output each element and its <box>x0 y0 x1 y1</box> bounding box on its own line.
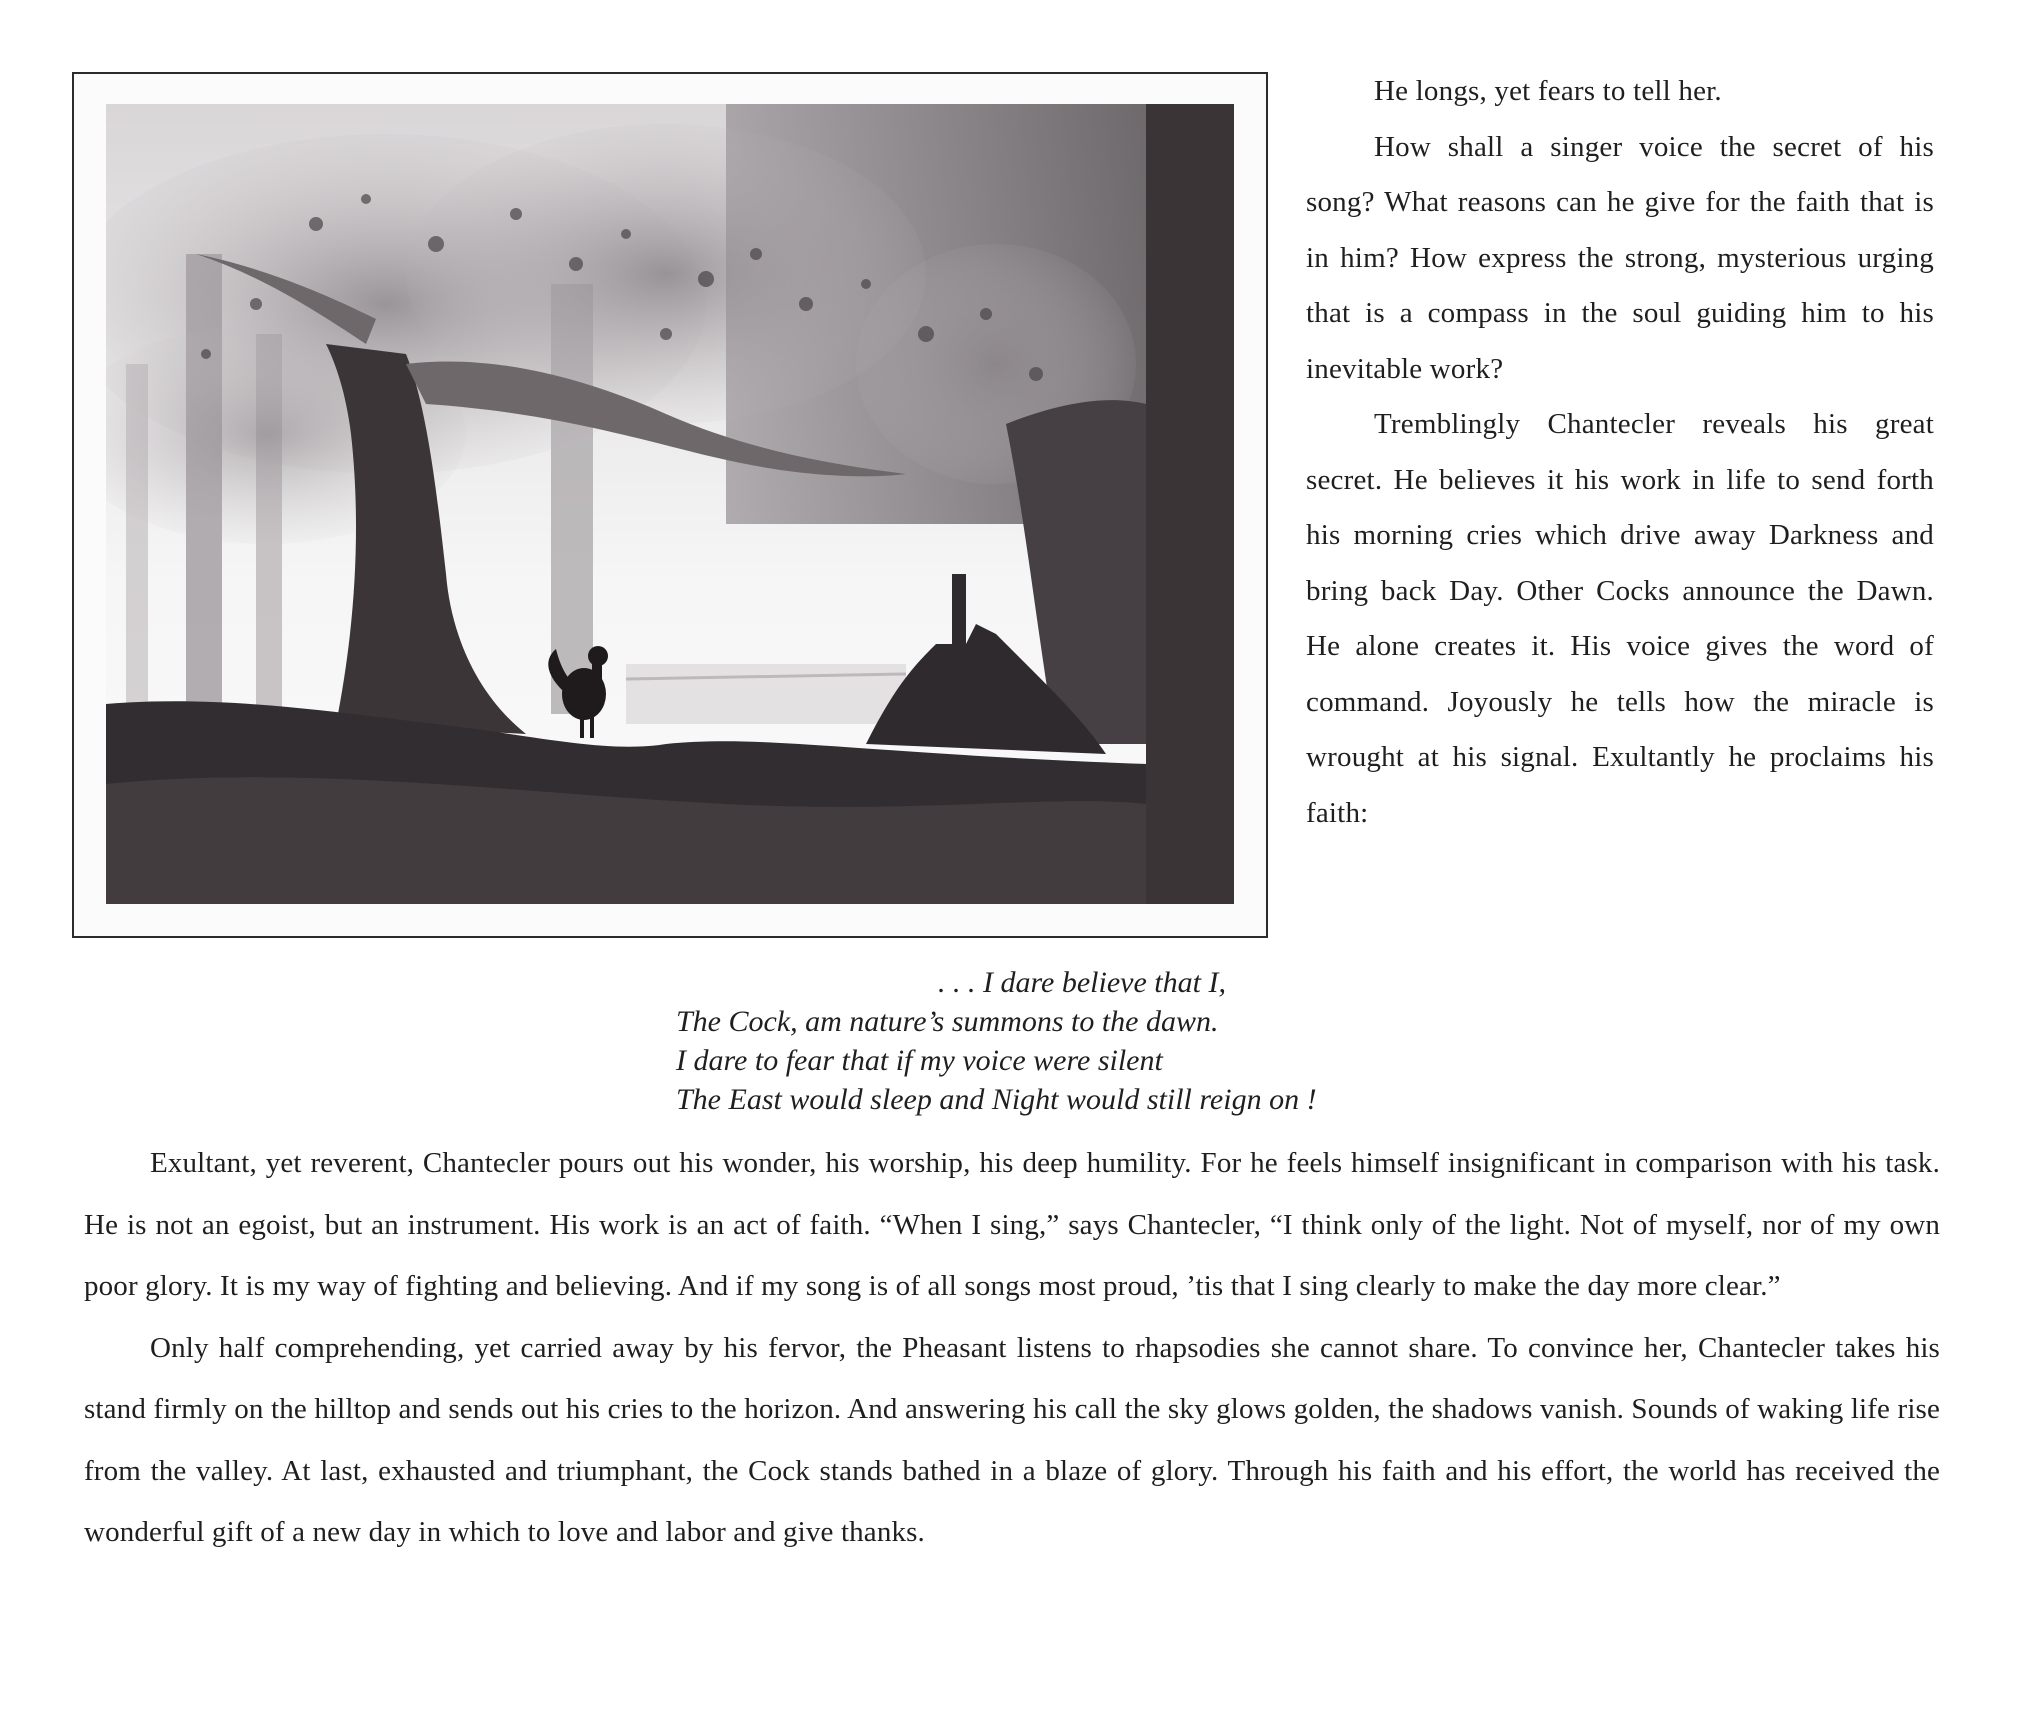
right-column-text <box>1306 64 1934 841</box>
verse-line-3: I dare to fear that if my voice were silent <box>676 1044 1163 1077</box>
verse-line-4: The East would sleep and Night would still reign on ! <box>676 1083 1317 1116</box>
forest-rooster-illustration <box>106 104 1234 904</box>
verse-line-2: The Cock, am nature’s summons to the dawn. <box>676 1005 1219 1038</box>
paragraph-1: He longs, yet fears to tell her. <box>1374 75 1722 107</box>
paragraph-2: How shall a singer voice the secret of his song? What reasons can he give for the faith that is in him? How express the strong, mysterious urging that is a compass in the soul guiding him to his inevitable work? <box>1306 130 1934 385</box>
paragraph-4: Exultant, yet reverent, Chantecler pours out his wonder, his worship, his deep humility. For he feels himself insignificant in comparison with his task. He is not an egoist, but an instrument. His work is an act of faith. “When I sing,” says Chantecler, “I think only of the light. Not of myself, nor of my own poor glory. It is my way of fighting and believing. And if my song is of all songs most proud, ’tis that I sing clearly to make the day more clear.” <box>84 1147 1940 1302</box>
paragraph-3: Tremblingly Chantecler reveals his great secret. He believes it his work in life to send forth his morning cries which drive away Darkness and bring back Day. Other Cocks announce the Dawn. He alone creates it. His voice gives the word of command. Joyously he tells how the miracle is wrought at his signal. Exultantly he proclaims his faith: <box>1306 408 1934 829</box>
verse-block <box>676 963 1476 1119</box>
paragraph-5: Only half comprehending, yet carried away by his fervor, the Pheasant listens to rhapsodies she cannot share. To convince her, Chantecler takes his stand firmly on the hilltop and sends out his cries to the horizon. And answering his call the sky glows golden, the shadows vanish. Sounds of waking life rise from the valley. At last, exhausted and triumphant, the Cock stands bathed in a blaze of glory. Through his faith and his effort, the world has received the wonderful gift of a new day in which to love and labor and give thanks. <box>84 1331 1940 1548</box>
illustration-plate <box>72 72 1268 938</box>
verse-line-1: . . . I dare believe that I, <box>938 966 1226 999</box>
bottom-text <box>84 1133 1940 1564</box>
